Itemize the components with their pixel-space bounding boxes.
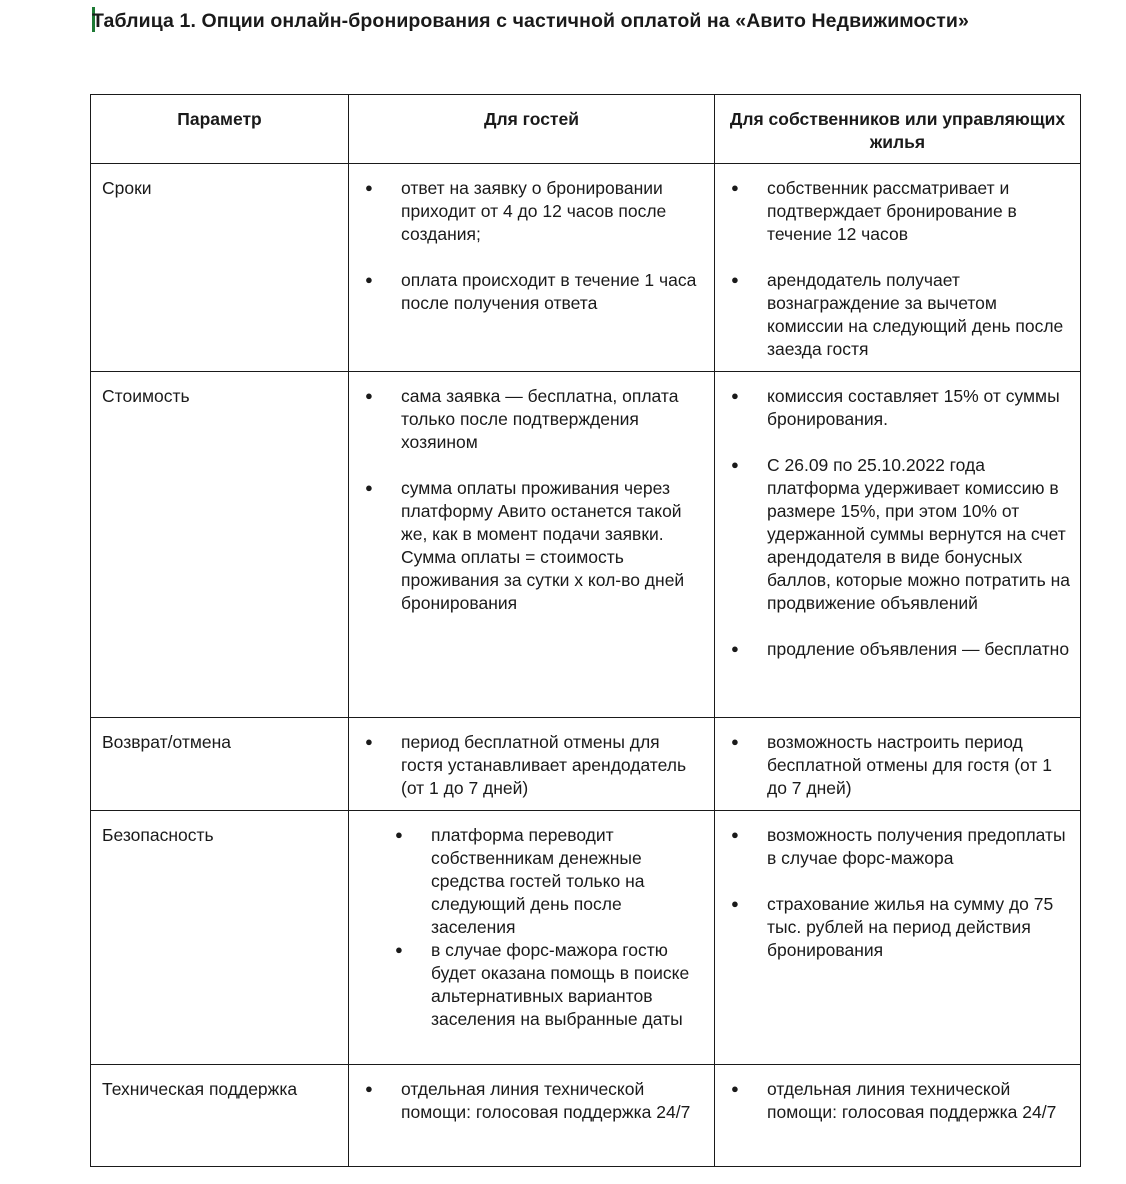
- list-item: ● возможность получения предоплаты в случае форс-мажора: [715, 824, 1072, 870]
- owners-cell: [715, 372, 1081, 718]
- table-row-cost: [91, 372, 1081, 718]
- list-item: ● сумма оплаты проживания через платформу Авито останется такой же, как в момент подачи заявки. Сумма оплаты = стоимость проживания за сутки х кол-во дней бронирования: [349, 477, 706, 615]
- list-item: ● сама заявка — бесплатна, оплата только после подтверждения хозяином: [349, 385, 706, 454]
- bullet-list: [715, 385, 1072, 661]
- guests-cell: [349, 372, 715, 718]
- list-item: ● платформа переводит собственникам денежные средства гостей только на следующий день после заселения: [349, 824, 706, 939]
- param-cell: Возврат/отмена: [91, 718, 349, 811]
- param-cell: Стоимость: [91, 372, 349, 718]
- header-owners: Для собственников или управляющих жилья: [715, 95, 1081, 164]
- list-item: ● собственник рассматривает и подтверждает бронирование в течение 12 часов: [715, 177, 1072, 246]
- param-cell: Безопасность: [91, 811, 349, 1065]
- guests-cell: [349, 1065, 715, 1167]
- list-item: ● период бесплатной отмены для гостя устанавливает арендодатель (от 1 до 7 дней): [349, 731, 706, 800]
- bullet-list: [349, 1078, 706, 1124]
- bullet-list: [349, 177, 706, 315]
- bullet-list: [715, 177, 1072, 361]
- booking-options-table: [90, 94, 1081, 1167]
- bullet-list: [349, 824, 706, 1031]
- bullet-list: [349, 731, 706, 800]
- list-item: ● страхование жилья на сумму до 75 тыс. рублей на период действия бронирования: [715, 893, 1072, 962]
- list-item: ● оплата происходит в течение 1 часа после получения ответа: [349, 269, 706, 315]
- owners-cell: [715, 718, 1081, 811]
- header-guests: Для гостей: [349, 95, 715, 164]
- owners-cell: [715, 1065, 1081, 1167]
- guests-cell: [349, 164, 715, 372]
- table-row-terms: [91, 164, 1081, 372]
- table-header-row: [91, 95, 1081, 164]
- list-item: ● арендодатель получает вознаграждение за вычетом комиссии на следующий день после заезда гостя: [715, 269, 1072, 361]
- bullet-list: [715, 824, 1072, 962]
- list-item: ● комиссия составляет 15% от суммы бронирования.: [715, 385, 1072, 431]
- header-parameter: Параметр: [91, 95, 349, 164]
- param-cell: Сроки: [91, 164, 349, 372]
- owners-cell: [715, 164, 1081, 372]
- document-title: Таблица 1. Опции онлайн-бронирования с частичной оплатой на «Авито Недвижимости»: [92, 10, 969, 32]
- list-item: ● отдельная линия технической помощи: голосовая поддержка 24/7: [349, 1078, 706, 1124]
- owners-cell: [715, 811, 1081, 1065]
- bullet-list: [349, 385, 706, 615]
- guests-cell: [349, 718, 715, 811]
- list-item: ● продление объявления — бесплатно: [715, 638, 1072, 661]
- table-row-support: [91, 1065, 1081, 1167]
- table-row-refund: [91, 718, 1081, 811]
- list-item: ● возможность настроить период бесплатной отмены для гостя (от 1 до 7 дней): [715, 731, 1072, 800]
- bullet-list: [715, 731, 1072, 800]
- list-item: ● С 26.09 по 25.10.2022 года платформа удерживает комиссию в размере 15%, при этом 10% от удержанной суммы вернутся на счет арендодателя в виде бонусных баллов, которые можно потратить на продвижение объявлений: [715, 454, 1072, 615]
- list-item: ● отдельная линия технической помощи: голосовая поддержка 24/7: [715, 1078, 1072, 1124]
- list-item: ● ответ на заявку о бронировании приходит от 4 до 12 часов после создания;: [349, 177, 706, 246]
- bullet-list: [715, 1078, 1072, 1124]
- list-item: ● в случае форс-мажора гостю будет оказана помощь в поиске альтернативных вариантов заселения на выбранные даты: [349, 939, 706, 1031]
- table-row-safety: [91, 811, 1081, 1065]
- guests-cell: [349, 811, 715, 1065]
- param-cell: Техническая поддержка: [91, 1065, 349, 1167]
